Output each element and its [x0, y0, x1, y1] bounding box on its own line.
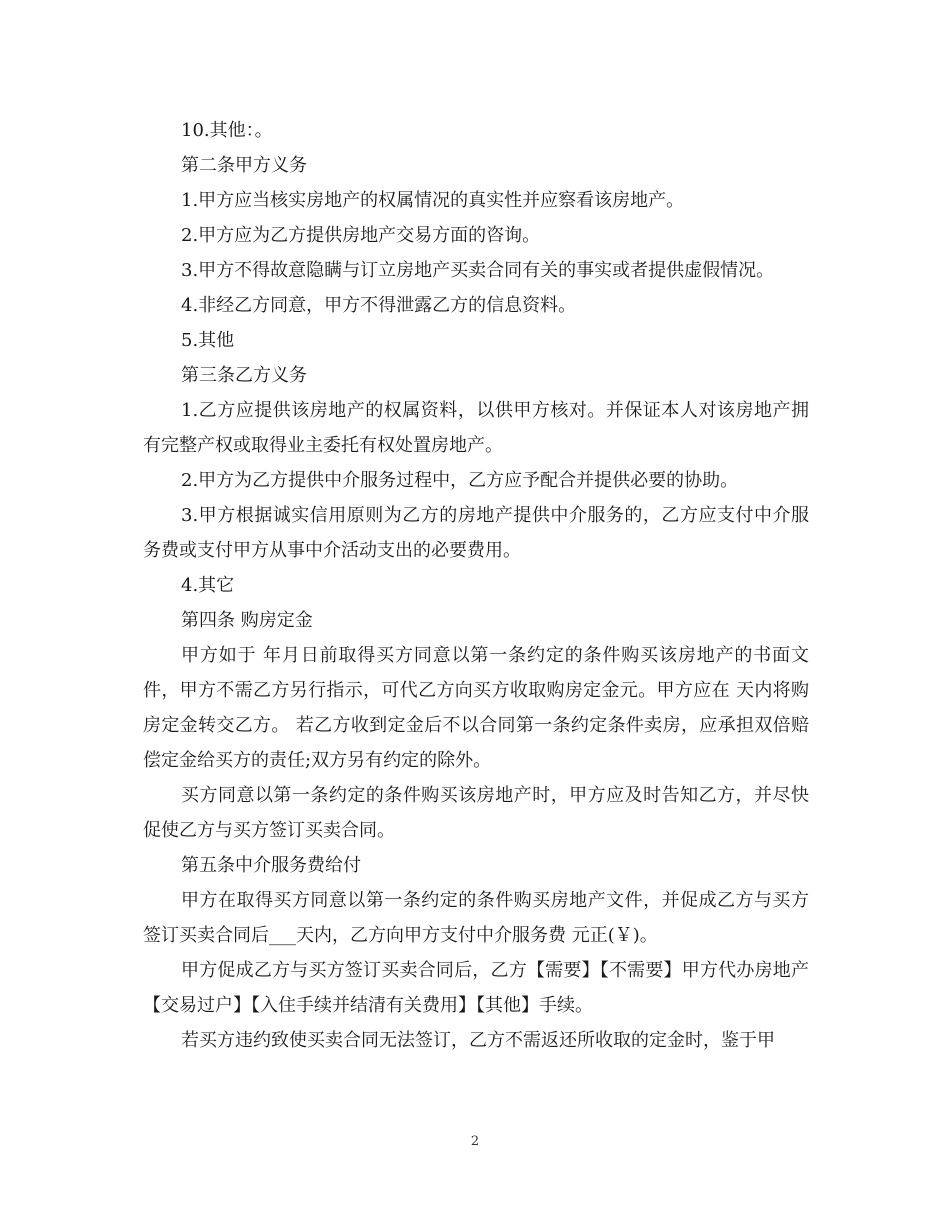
- heading-article-4: 第四条 购房定金: [181, 610, 313, 631]
- heading-article-5: 第五条中介服务费给付: [181, 855, 361, 876]
- document-body: [143, 113, 809, 1058]
- heading-article-3: 第三条乙方义务: [181, 365, 307, 386]
- paragraph-deposit-terms: 甲方如于 年月日前取得买方同意以第一条约定的条件购买该房地产的书面文件，甲方不需乙方另行指示，可代乙方向买方收取购房定金元。甲方应在 天内将购房定金转交乙方。 若乙方收到定金后不以合同第一条约定条件卖房，应承担双倍赔偿定金给买方的责任;双方另有约定的除外。: [143, 645, 809, 771]
- paragraph-party-b-duty-1: 1.乙方应提供该房地产的权属资料，以供甲方核对。并保证本人对该房地产拥有完整产权或取得业主委托有权处置房地产。: [143, 400, 809, 456]
- paragraph-party-b-duty-3: 3.甲方根据诚实信用原则为乙方的房地产提供中介服务的，乙方应支付中介服务费或支付甲方从事中介活动支出的必要费用。: [143, 505, 809, 561]
- paragraph-clause-10-other: 10.其他：。: [181, 120, 273, 141]
- paragraph-party-a-duty-4: 4.非经乙方同意，甲方不得泄露乙方的信息资料。: [181, 295, 577, 316]
- paragraph-party-b-duty-2: 2.甲方为乙方提供中介服务过程中，乙方应予配合并提供必要的协助。: [181, 470, 739, 491]
- paragraph-buyer-consent: 买方同意以第一条约定的条件购买该房地产时，甲方应及时告知乙方，并尽快促使乙方与买方签订买卖合同。: [143, 785, 809, 841]
- paragraph-fee-payment: 甲方在取得买方同意以第一条约定的条件购买房地产文件，并促成乙方与买方签订买卖合同后___天内，乙方向甲方支付中介服务费 元正(￥)。: [143, 890, 809, 946]
- paragraph-party-a-duty-2: 2.甲方应为乙方提供房地产交易方面的咨询。: [181, 225, 541, 246]
- paragraph-buyer-default: 若买方违约致使买卖合同无法签订，乙方不需返还所收取的定金时，鉴于甲: [181, 1030, 775, 1051]
- heading-article-2: 第二条甲方义务: [181, 155, 307, 176]
- paragraph-party-a-duty-3: 3.甲方不得故意隐瞒与订立房地产买卖合同有关的事实或者提供虚假情况。: [181, 260, 775, 281]
- page-number: 2: [470, 1134, 480, 1149]
- paragraph-party-a-duty-5: 5.其他: [181, 330, 235, 351]
- paragraph-agency-services: 甲方促成乙方与买方签订买卖合同后，乙方【需要】【不需要】甲方代办房地产【交易过户】【入住手续并结清有关费用】【其他】手续。: [143, 960, 809, 1016]
- paragraph-party-b-duty-4: 4.其它: [181, 575, 235, 596]
- paragraph-party-a-duty-1: 1.甲方应当核实房地产的权属情况的真实性并应察看该房地产。: [181, 190, 685, 211]
